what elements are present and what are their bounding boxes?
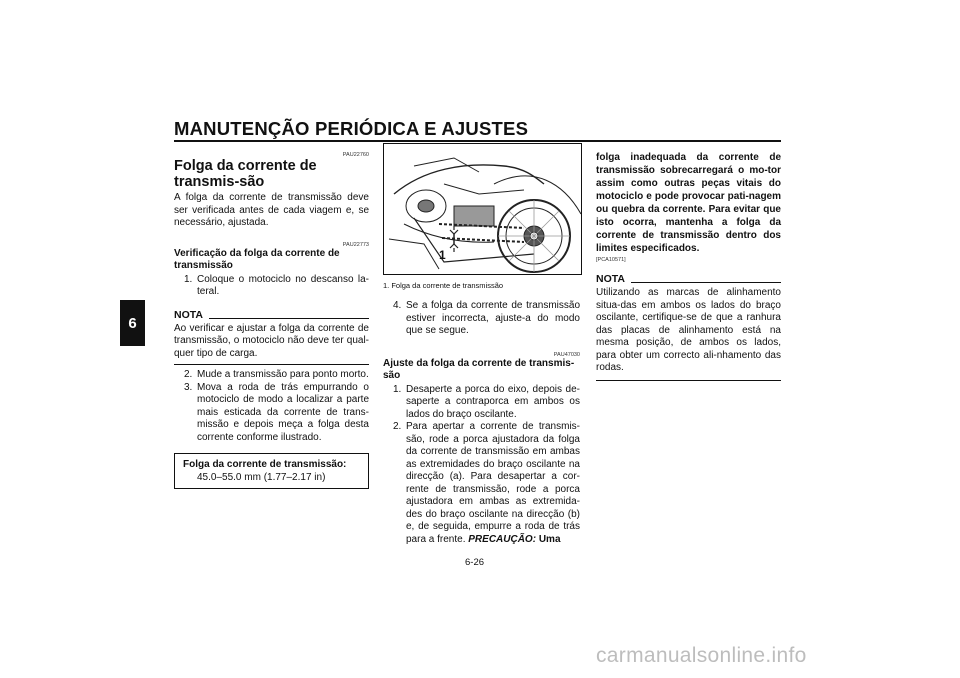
caution-continuation: folga inadequada da corrente de transmissão sobrecarregará o mo-tor assim como outras peças vitais do motociclo e pode provocar pati-nagem ou quebra da corrente. Para evitar que isto ocorra, mantenha a folga da corrente de transmissão dentro dos limites especificados. (596, 152, 781, 254)
note-end-rule (596, 380, 781, 381)
intro-paragraph: A folga da corrente de transmissão deve ser verificada antes de cada viagem e, se necessário, ajustada. (174, 192, 369, 228)
figure-caption: 1. Folga da corrente de transmissão (383, 281, 504, 290)
spec-value: 45.0–55.0 mm (1.77–2.17 in) (197, 472, 326, 483)
note-text: Ao verificar e ajustar a folga da corrente de transmissão, o motociclo não deve ter qual-quer tipo de carga. (174, 322, 369, 359)
figure-callout-1: 1 (439, 248, 446, 262)
note-label: NOTA (174, 308, 203, 321)
list-text: Se a folga da corrente de transmissão estiver incorrecta, ajuste-a do modo que se segue. (406, 300, 580, 336)
caution-label: PRECAUÇÃO: (468, 533, 537, 545)
column-3 (596, 151, 781, 381)
chapter-number: 6 (128, 314, 137, 332)
note-rule (631, 282, 781, 283)
section-heading: Folga da corrente de transmis-são (174, 158, 317, 190)
column-2 (383, 300, 580, 546)
reference-code: PAU22760 (342, 152, 369, 158)
header-rule (174, 140, 781, 142)
motorcycle-illustration (384, 144, 581, 274)
reference-code: PAU22773 (342, 241, 369, 248)
note-text: Utilizando as marcas de alinhamento situa-das em ambos os lados do braço oscilante, certifique-se de que a ranhura das placas de alinhamento está na mesma posição, de ambos os lados, para obter um correcto ali-nhamento das rodas. (596, 287, 781, 373)
reference-code: [PCA10571] (596, 257, 626, 263)
chapter-tab (120, 300, 145, 346)
list-text: Coloque o motociclo no descanso la-teral. (197, 273, 369, 297)
note-rule (209, 318, 369, 319)
list-text: Para apertar a corrente de transmis-são, rode a porca ajustadora da folga da corrente de transmissão em ambas as extremidades do braço oscilante na direcção (a). Para desapertar a cor-rente de transmissão, rode a porca ajustadora em ambas as extremida-des do braço oscilante na direcção (b) e, de seguida, empurre a roda de trás para a frente. (406, 421, 580, 545)
list-item (174, 369, 369, 382)
spec-label: Folga da corrente de transmissão: (183, 459, 347, 470)
list-text: Desaperte a porca do eixo, depois de-saperte a contraporca em ambos os lados do braço oscilante. (406, 383, 580, 420)
reference-code: PAU47030 (553, 351, 580, 358)
watermark: carmanualsonline.info (596, 644, 807, 667)
page-title: MANUTENÇÃO PERIÓDICA E AJUSTES (174, 118, 529, 139)
list-text: Mude a transmissão para ponto morto. (197, 369, 369, 380)
list-number: 2. (184, 369, 193, 380)
list-number: 2. (393, 421, 402, 432)
list-number: 1. (184, 273, 193, 285)
caution-text-start: Uma (538, 533, 561, 545)
list-item (174, 382, 369, 445)
list-number: 3. (184, 381, 193, 393)
subsection-heading: Ajuste da folga da corrente de transmis-são (383, 357, 575, 381)
page-number: 6-26 (465, 557, 485, 568)
list-item (383, 384, 580, 422)
list-item (174, 274, 369, 299)
note-end-rule (174, 364, 369, 365)
column-1 (174, 152, 369, 489)
list-text: Mova a roda de trás empurrando o motociclo de modo a localizar a parte mais esticada da corrente de trans-missão e depois meça a folga desta corrente conforme ilustrado. (197, 381, 369, 443)
subsection-heading: Verificação da folga da corrente de transmissão (174, 247, 340, 271)
list-item (383, 421, 580, 546)
list-item (383, 300, 580, 338)
note-label: NOTA (596, 273, 625, 285)
chain-slack-figure (383, 143, 582, 275)
list-number: 4. (393, 300, 402, 311)
spec-box (174, 453, 369, 489)
note-header (596, 273, 781, 285)
list-number: 1. (393, 383, 402, 395)
note-header (174, 309, 369, 321)
